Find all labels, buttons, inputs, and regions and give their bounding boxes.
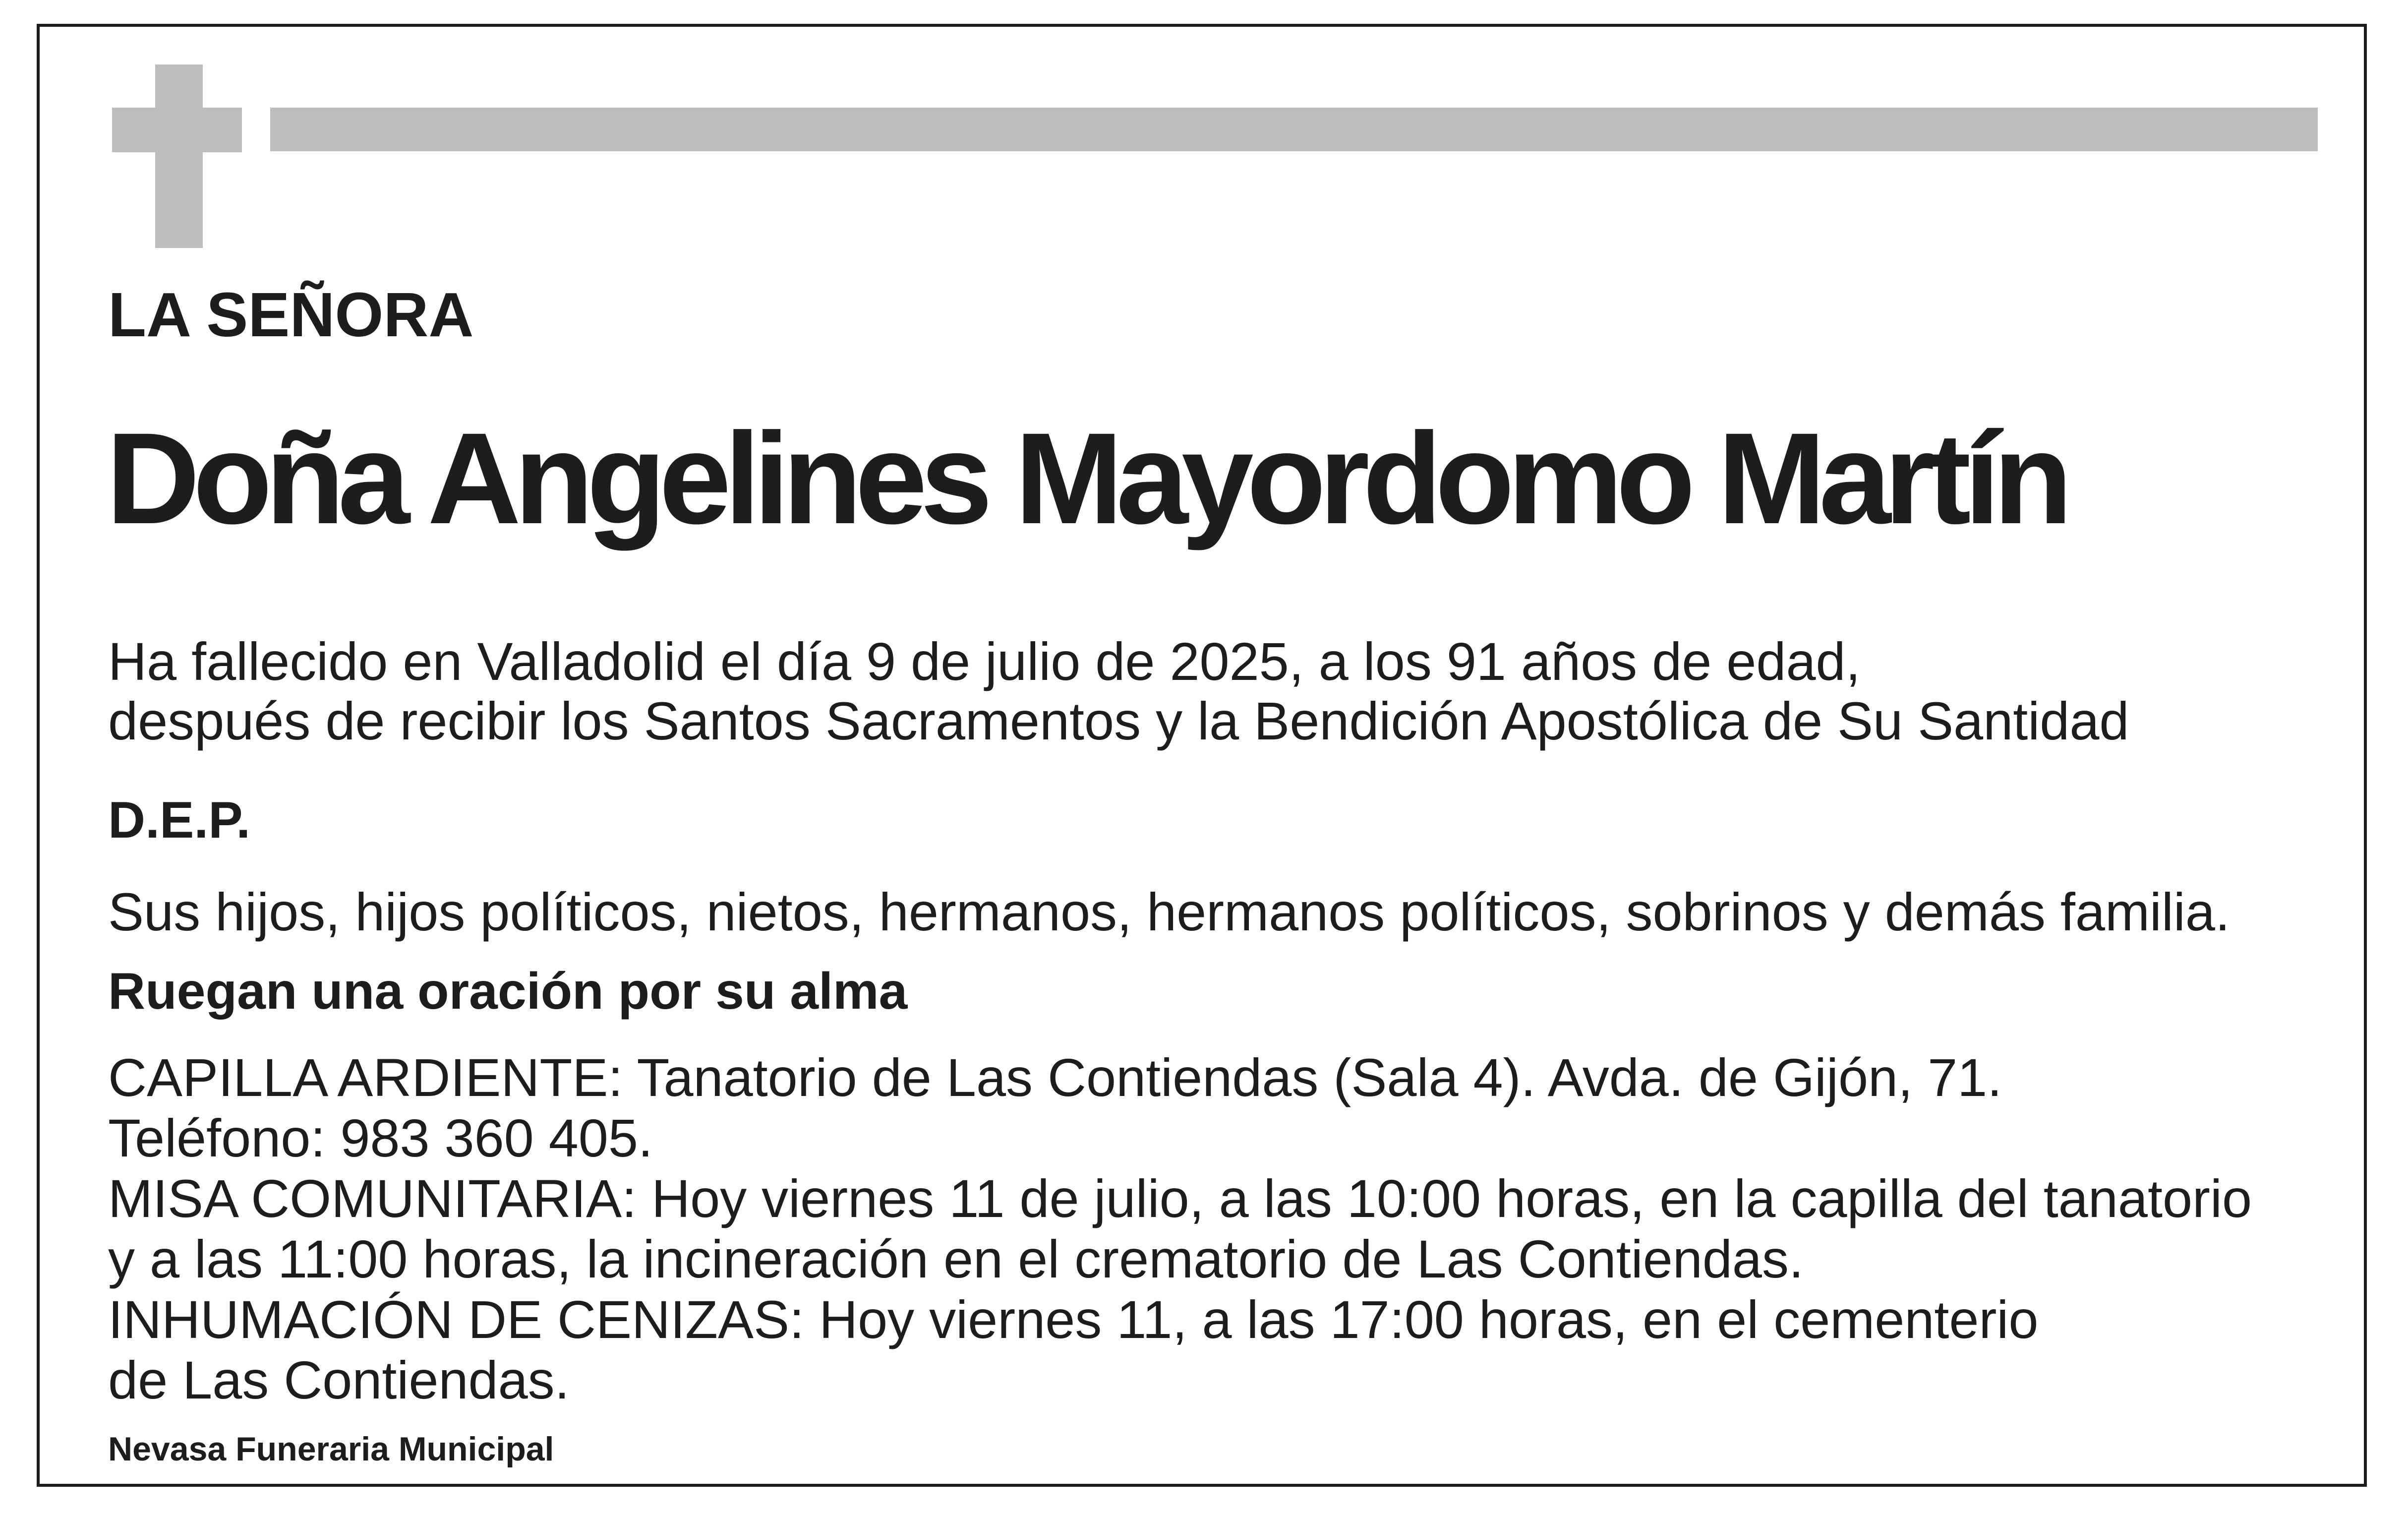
details-line-2: Teléfono: 983 360 405. (108, 1108, 653, 1168)
dep-label: D.E.P. (108, 791, 251, 849)
prayer-line: Ruegan una oración por su alma (108, 963, 908, 1020)
header-bar (270, 108, 2318, 151)
details-line-3: MISA COMUNITARIA: Hoy viernes 11 de julio, a las 10:00 horas, en la capilla del tanatorio (108, 1168, 2252, 1228)
deceased-name: Doña Angelines Mayordomo Martín (106, 406, 2066, 551)
details-line-1: CAPILLA ARDIENTE: Tanatorio de Las Contiendas (Sala 4). Avda. de Gijón, 71. (108, 1047, 2002, 1107)
notice-heading: LA SEÑORA (108, 280, 474, 350)
family-line: Sus hijos, hijos políticos, nietos, hermanos, hermanos políticos, sobrinos y demás familia. (108, 882, 2230, 942)
death-line-2: después de recibir los Santos Sacramentos y la Bendición Apostólica de Su Santidad (108, 691, 2129, 751)
details-line-5: INHUMACIÓN DE CENIZAS: Hoy viernes 11, a las 17:00 horas, en el cementerio (108, 1289, 2039, 1349)
cross-icon (155, 64, 203, 248)
death-line-1: Ha fallecido en Valladolid el día 9 de julio de 2025, a los 91 años de edad, (108, 631, 1861, 691)
details-line-4: y a las 11:00 horas, la incineración en el crematorio de Las Contiendas. (108, 1229, 1804, 1289)
funeral-home-name: Nevasa Funeraria Municipal (108, 1430, 554, 1468)
details-line-6: de Las Contiendas. (108, 1350, 570, 1410)
cross-icon-arm (112, 108, 242, 152)
